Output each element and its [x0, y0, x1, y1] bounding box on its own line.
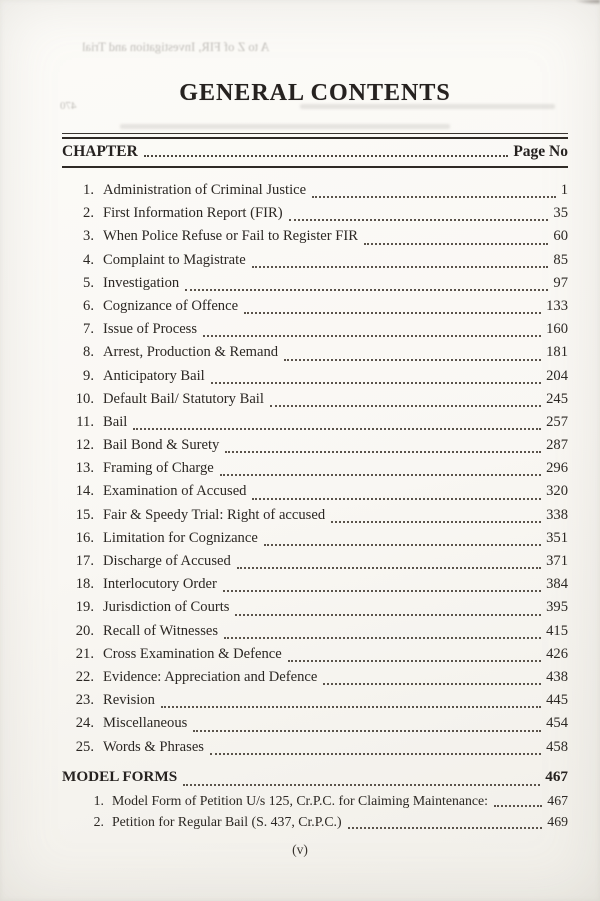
chapter-title: Examination of Accused	[103, 483, 247, 500]
chapter-number: 12.	[75, 437, 94, 454]
toc-row	[62, 643, 568, 666]
chapter-title: Jurisdiction of Courts	[103, 599, 230, 616]
chapter-number: 14.	[75, 483, 94, 500]
chapter-number: 23.	[75, 692, 94, 709]
toc-row	[62, 457, 568, 480]
dot-leader	[348, 827, 543, 829]
chapter-title: First Information Report (FIR)	[103, 205, 283, 222]
dot-leader	[225, 451, 541, 453]
chapter-list	[62, 179, 568, 759]
toc-row	[62, 434, 568, 457]
chapter-number: 9.	[83, 367, 94, 384]
toc-row	[62, 295, 568, 318]
toc-row	[62, 712, 568, 735]
page-number: 445	[546, 692, 568, 709]
chapter-number: 7.	[83, 321, 94, 338]
dot-leader	[223, 590, 541, 592]
chapter-number: 22.	[75, 668, 94, 685]
page-number: 454	[546, 715, 568, 732]
chapter-number: 2.	[93, 814, 104, 830]
page-number: 85	[553, 251, 568, 268]
page-number: 35	[553, 205, 568, 222]
page-number: 415	[546, 622, 568, 639]
page-number: 438	[546, 668, 568, 685]
dot-leader	[210, 753, 541, 755]
chapter-number: 19.	[75, 599, 94, 616]
dot-leader	[494, 805, 542, 807]
page-title: GENERAL CONTENTS	[179, 80, 451, 106]
dot-leader	[211, 382, 541, 384]
dot-leader	[185, 289, 548, 291]
toc-row	[62, 249, 568, 272]
page-number: 371	[546, 553, 568, 569]
dot-leader	[193, 730, 541, 732]
dot-leader	[161, 706, 541, 708]
chapter-number: 17.	[75, 553, 94, 569]
page-number: 467	[547, 792, 568, 808]
chapter-title: Bail	[103, 413, 128, 430]
page-number: 458	[546, 738, 568, 755]
chapter-number: 2.	[83, 205, 94, 222]
chapter-number: 1.	[83, 182, 94, 198]
chapter-number: 1.	[93, 792, 104, 808]
chapter-title: Bail Bond & Surety	[103, 437, 220, 454]
chapter-number: 4.	[83, 251, 94, 268]
chapter-number: 18.	[75, 576, 94, 593]
toc-header-pageno-label: Page No	[513, 143, 568, 160]
chapter-number: 10.	[75, 390, 94, 407]
chapter-number: 20.	[75, 622, 94, 639]
chapter-title: When Police Refuse or Fail to Register FIR	[103, 228, 358, 245]
toc-header-chapter-label: CHAPTER	[62, 143, 138, 160]
model-forms-list	[62, 790, 568, 833]
chapter-title: Anticipatory Bail	[103, 367, 205, 384]
chapter-number: 16.	[75, 529, 94, 546]
chapter-title: Cross Examination & Defence	[103, 645, 282, 662]
toc-row	[62, 689, 568, 712]
dot-leader	[252, 266, 549, 268]
chapter-title: Miscellaneous	[103, 715, 188, 732]
chapter-number: 11.	[76, 413, 94, 430]
chapter-title: Arrest, Production & Remand	[103, 344, 279, 361]
page-number: 181	[546, 344, 568, 361]
toc-row	[62, 341, 568, 364]
chapter-title: Framing of Charge	[103, 460, 214, 477]
page-number: 257	[546, 413, 568, 430]
chapter-number: 24.	[75, 715, 94, 732]
toc-row	[62, 573, 568, 596]
dot-leader	[244, 312, 541, 314]
toc-row	[62, 318, 568, 341]
toc-header-block	[62, 133, 568, 168]
toc-row	[62, 411, 568, 434]
chapter-title: Words & Phrases	[103, 738, 204, 755]
dot-leader	[133, 428, 541, 430]
chapter-number: 21.	[75, 645, 94, 662]
toc-row	[62, 504, 568, 527]
page-number: 320	[546, 483, 568, 500]
chapter-title: Cognizance of Offence	[103, 297, 239, 314]
dot-leader	[224, 637, 541, 639]
page-content	[62, 0, 568, 833]
model-forms-heading-row	[62, 763, 568, 790]
chapter-title: Interlocutory Order	[103, 576, 217, 593]
chapter-title: Complaint to Magistrate	[103, 251, 246, 268]
chapter-title: Limitation for Cognizance	[103, 529, 258, 546]
toc-row	[62, 596, 568, 619]
chapter-title: Administration of Criminal Justice	[103, 182, 307, 198]
toc-row	[62, 666, 568, 689]
toc-row	[62, 202, 568, 225]
page-number: 384	[546, 576, 568, 593]
toc-row	[62, 811, 568, 833]
page-number: 1	[560, 182, 568, 198]
toc-row	[62, 272, 568, 295]
toc-row	[62, 736, 568, 759]
toc-row	[62, 179, 568, 202]
toc-row	[62, 225, 568, 248]
dot-leader	[270, 405, 541, 407]
page-number: 160	[546, 321, 568, 338]
toc-row	[62, 790, 568, 812]
page-number: 97	[553, 274, 568, 291]
toc-row	[62, 480, 568, 503]
toc-row	[62, 527, 568, 550]
page-number: 469	[547, 814, 568, 830]
bleedthrough-running-head: A to Z of FIR, Investigation and Trial	[82, 40, 270, 54]
toc-row	[62, 388, 568, 411]
folio-page-number: (v)	[292, 842, 308, 857]
chapter-number: 13.	[75, 460, 94, 477]
chapter-title: Issue of Process	[103, 321, 198, 338]
dot-leader	[144, 155, 509, 157]
page-number: 426	[546, 645, 568, 662]
dot-leader	[203, 335, 541, 337]
dot-leader	[183, 784, 540, 786]
dot-leader	[289, 219, 549, 221]
bleedthrough-artifact: 470	[60, 100, 77, 112]
chapter-title: Model Form of Petition U/s 125, Cr.P.C. for Claiming Maintenance:	[112, 792, 488, 808]
rule-bottom	[62, 166, 568, 168]
page-number: 245	[546, 390, 568, 407]
dot-leader	[237, 567, 541, 569]
chapter-title: Default Bail/ Statutory Bail	[103, 390, 264, 407]
page-number: 60	[553, 228, 568, 245]
toc-row	[62, 620, 568, 643]
dot-leader	[288, 660, 541, 662]
chapter-number: 3.	[83, 228, 94, 245]
dot-leader	[252, 498, 541, 500]
chapter-number: 25.	[75, 738, 94, 755]
toc-column-header	[62, 139, 568, 166]
page-number: 287	[546, 437, 568, 454]
page-number: 338	[546, 506, 568, 523]
chapter-title: Investigation	[103, 274, 180, 291]
chapter-number: 5.	[83, 274, 94, 291]
dot-leader	[331, 521, 541, 523]
chapter-title: Recall of Witnesses	[103, 622, 219, 639]
dot-leader	[235, 614, 541, 616]
chapter-title: Fair & Speedy Trial: Right of accused	[103, 506, 326, 523]
dot-leader	[220, 474, 541, 476]
model-forms-label: MODEL FORMS	[62, 767, 178, 785]
chapter-title: Evidence: Appreciation and Defence	[103, 668, 318, 685]
toc-row	[62, 365, 568, 388]
page-number: 395	[546, 599, 568, 616]
dot-leader	[284, 359, 541, 361]
page-number: 351	[546, 529, 568, 546]
dot-leader	[364, 243, 548, 245]
chapter-title: Petition for Regular Bail (S. 437, Cr.P.C.)	[112, 814, 342, 830]
dot-leader	[312, 196, 556, 198]
chapter-number: 8.	[83, 344, 94, 361]
chapter-title: Revision	[103, 692, 155, 709]
chapter-number: 15.	[75, 506, 94, 523]
chapter-number: 6.	[83, 297, 94, 314]
dot-leader	[264, 544, 541, 546]
chapter-title: Discharge of Accused	[103, 553, 231, 569]
page-number: 133	[546, 297, 568, 314]
page-number: 204	[546, 367, 568, 384]
dot-leader	[323, 683, 541, 685]
scan-edge-smudge	[574, 0, 600, 5]
page-number: 296	[546, 460, 568, 477]
page-number: 467	[545, 767, 568, 785]
toc-row	[62, 550, 568, 573]
